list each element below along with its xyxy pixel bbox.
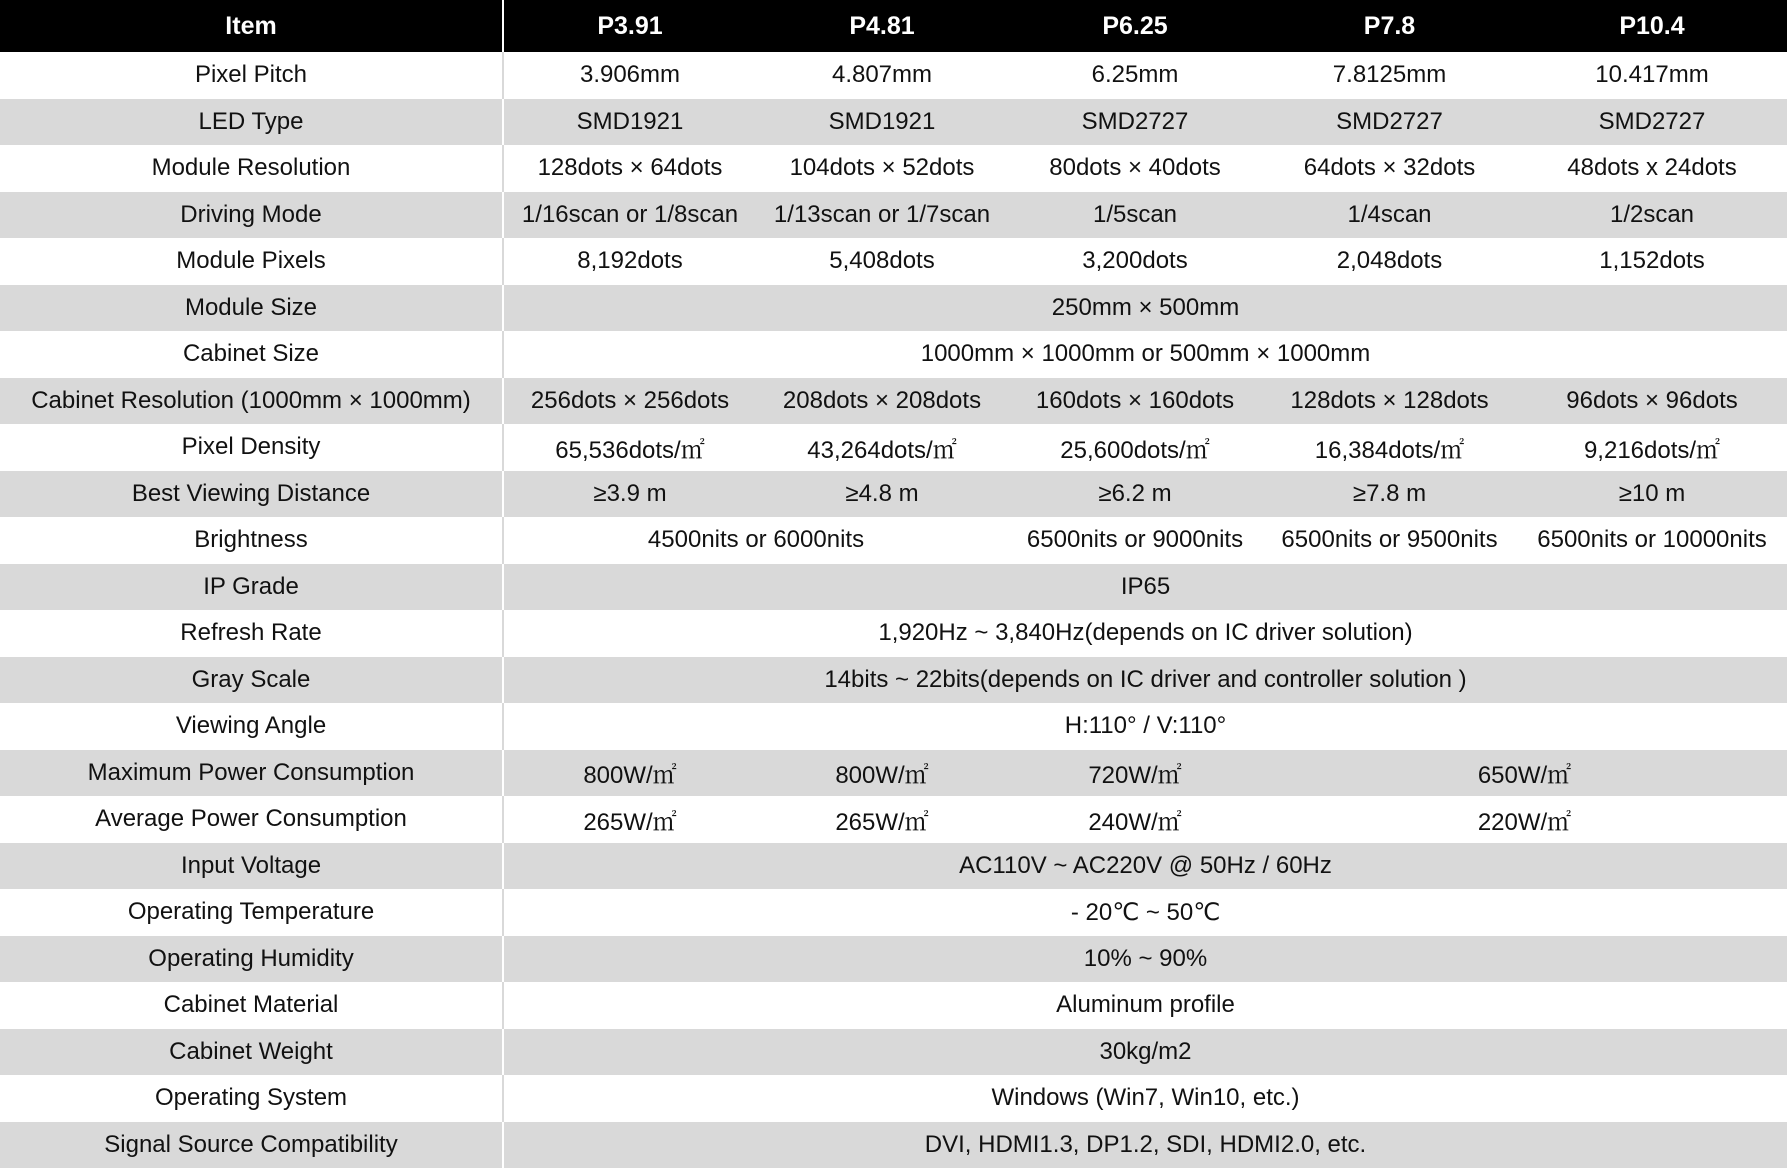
spec-value: 6.25mm xyxy=(1008,52,1262,99)
spec-value: 208dots × 208dots xyxy=(756,378,1008,425)
spec-value: 3,200dots xyxy=(1008,238,1262,285)
table-row xyxy=(0,238,1787,285)
header-p3-91: P3.91 xyxy=(503,0,756,52)
spec-value: ≥7.8 m xyxy=(1262,471,1517,518)
table-row xyxy=(0,1075,1787,1122)
spec-value: AC110V ~ AC220V @ 50Hz / 60Hz xyxy=(503,843,1787,890)
spec-value: ≥6.2 m xyxy=(1008,471,1262,518)
row-label: Signal Source Compatibility xyxy=(0,1122,503,1169)
row-label: LED Type xyxy=(0,99,503,146)
spec-value: 10% ~ 90% xyxy=(503,936,1787,983)
row-label: Brightness xyxy=(0,517,503,564)
spec-value: SMD2727 xyxy=(1008,99,1262,146)
spec-value: 7.8125mm xyxy=(1262,52,1517,99)
spec-value: 1,920Hz ~ 3,840Hz(depends on IC driver solution) xyxy=(503,610,1787,657)
row-label: Operating System xyxy=(0,1075,503,1122)
spec-value: 1/4scan xyxy=(1262,192,1517,239)
spec-value: Windows (Win7, Win10, etc.) xyxy=(503,1075,1787,1122)
spec-value: 5,408dots xyxy=(756,238,1008,285)
row-label: Driving Mode xyxy=(0,192,503,239)
table-row xyxy=(0,796,1787,843)
spec-value: 1/2scan xyxy=(1517,192,1787,239)
row-label: Best Viewing Distance xyxy=(0,471,503,518)
spec-value: 160dots × 160dots xyxy=(1008,378,1262,425)
spec-value: 128dots × 128dots xyxy=(1262,378,1517,425)
spec-value: 265W/㎡ xyxy=(503,796,756,843)
spec-value: 6500nits or 9500nits xyxy=(1262,517,1517,564)
table-row xyxy=(0,285,1787,332)
spec-value: 96dots × 96dots xyxy=(1517,378,1787,425)
row-label: Module Pixels xyxy=(0,238,503,285)
row-label: Input Voltage xyxy=(0,843,503,890)
table-row xyxy=(0,517,1787,564)
spec-value: - 20℃ ~ 50℃ xyxy=(503,889,1787,936)
spec-value: ≥3.9 m xyxy=(503,471,756,518)
table-row xyxy=(0,1029,1787,1076)
spec-value: H:110° / V:110° xyxy=(503,703,1787,750)
header-p4-81: P4.81 xyxy=(756,0,1008,52)
header-item: Item xyxy=(0,0,503,52)
spec-value: 65,536dots/㎡ xyxy=(503,424,756,471)
spec-value: 43,264dots/㎡ xyxy=(756,424,1008,471)
spec-value: 4500nits or 6000nits xyxy=(503,517,1008,564)
spec-value: 1/13scan or 1/7scan xyxy=(756,192,1008,239)
spec-value: SMD1921 xyxy=(503,99,756,146)
spec-value: 256dots × 256dots xyxy=(503,378,756,425)
spec-value: 1/5scan xyxy=(1008,192,1262,239)
row-label: Average Power Consumption xyxy=(0,796,503,843)
spec-value: 128dots × 64dots xyxy=(503,145,756,192)
spec-value: DVI, HDMI1.3, DP1.2, SDI, HDMI2.0, etc. xyxy=(503,1122,1787,1169)
spec-value: 1000mm × 1000mm or 500mm × 1000mm xyxy=(503,331,1787,378)
spec-value: SMD2727 xyxy=(1517,99,1787,146)
table-row xyxy=(0,192,1787,239)
spec-value: 25,600dots/㎡ xyxy=(1008,424,1262,471)
spec-value: 250mm × 500mm xyxy=(503,285,1787,332)
table-row xyxy=(0,843,1787,890)
spec-value: 30kg/m2 xyxy=(503,1029,1787,1076)
table-row xyxy=(0,564,1787,611)
table-row xyxy=(0,471,1787,518)
spec-value: 800W/㎡ xyxy=(756,750,1008,797)
row-label: Pixel Pitch xyxy=(0,52,503,99)
row-label: Viewing Angle xyxy=(0,703,503,750)
table-row xyxy=(0,331,1787,378)
spec-value: 720W/㎡ xyxy=(1008,750,1262,797)
table-row xyxy=(0,750,1787,797)
spec-value: 8,192dots xyxy=(503,238,756,285)
spec-value: SMD2727 xyxy=(1262,99,1517,146)
spec-value: 14bits ~ 22bits(depends on IC driver and controller solution ) xyxy=(503,657,1787,704)
row-label: Cabinet Material xyxy=(0,982,503,1029)
row-label: Module Resolution xyxy=(0,145,503,192)
table-row xyxy=(0,424,1787,471)
row-label: Pixel Density xyxy=(0,424,503,471)
table-row xyxy=(0,982,1787,1029)
row-label: IP Grade xyxy=(0,564,503,611)
table-header xyxy=(0,0,1787,52)
spec-value: 800W/㎡ xyxy=(503,750,756,797)
row-label: Maximum Power Consumption xyxy=(0,750,503,797)
spec-value: 104dots × 52dots xyxy=(756,145,1008,192)
row-label: Cabinet Size xyxy=(0,331,503,378)
table-row xyxy=(0,378,1787,425)
spec-value: 16,384dots/㎡ xyxy=(1262,424,1517,471)
table-row xyxy=(0,52,1787,99)
spec-value: IP65 xyxy=(503,564,1787,611)
spec-value: 3.906mm xyxy=(503,52,756,99)
spec-value: 9,216dots/㎡ xyxy=(1517,424,1787,471)
spec-value: 650W/㎡ xyxy=(1262,750,1787,797)
header-row xyxy=(0,0,1787,52)
spec-value: 265W/㎡ xyxy=(756,796,1008,843)
spec-value: 4.807mm xyxy=(756,52,1008,99)
spec-value: 2,048dots xyxy=(1262,238,1517,285)
spec-value: 10.417mm xyxy=(1517,52,1787,99)
table-row xyxy=(0,657,1787,704)
row-label: Refresh Rate xyxy=(0,610,503,657)
spec-value: ≥10 m xyxy=(1517,471,1787,518)
table-row xyxy=(0,936,1787,983)
header-p7-8: P7.8 xyxy=(1262,0,1517,52)
spec-value: 240W/㎡ xyxy=(1008,796,1262,843)
spec-value: ≥4.8 m xyxy=(756,471,1008,518)
table-row xyxy=(0,889,1787,936)
table-row xyxy=(0,703,1787,750)
spec-value: 1/16scan or 1/8scan xyxy=(503,192,756,239)
spec-value: 64dots × 32dots xyxy=(1262,145,1517,192)
row-label: Module Size xyxy=(0,285,503,332)
table-row xyxy=(0,145,1787,192)
spec-value: 6500nits or 9000nits xyxy=(1008,517,1262,564)
spec-value: SMD1921 xyxy=(756,99,1008,146)
header-p10-4: P10.4 xyxy=(1517,0,1787,52)
spec-value: 6500nits or 10000nits xyxy=(1517,517,1787,564)
table-row xyxy=(0,610,1787,657)
row-label: Gray Scale xyxy=(0,657,503,704)
spec-value: 80dots × 40dots xyxy=(1008,145,1262,192)
table-body xyxy=(0,52,1787,1168)
row-label: Operating Humidity xyxy=(0,936,503,983)
table-row xyxy=(0,1122,1787,1169)
spec-value: 48dots x 24dots xyxy=(1517,145,1787,192)
row-label: Operating Temperature xyxy=(0,889,503,936)
table-row xyxy=(0,99,1787,146)
row-label: Cabinet Resolution (1000mm × 1000mm) xyxy=(0,378,503,425)
spec-value: 1,152dots xyxy=(1517,238,1787,285)
row-label: Cabinet Weight xyxy=(0,1029,503,1076)
spec-value: 220W/㎡ xyxy=(1262,796,1787,843)
header-p6-25: P6.25 xyxy=(1008,0,1262,52)
spec-value: Aluminum profile xyxy=(503,982,1787,1029)
